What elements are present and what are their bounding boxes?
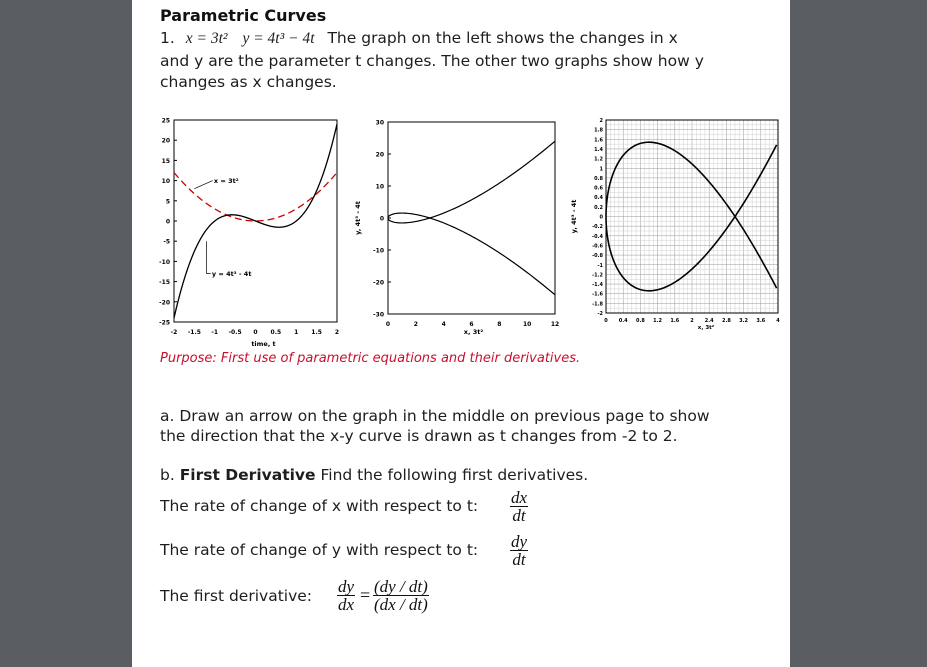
y-tick-label: -0.6: [592, 243, 603, 250]
y-tick-label: 0.2: [594, 204, 603, 211]
x-tick-label: 1.6: [670, 318, 680, 324]
ratio-denominator: (dx / dt): [374, 595, 428, 614]
y-tick-label: 0.6: [594, 185, 603, 192]
x-tick-label: 6: [469, 321, 474, 328]
y-tick-label: 0.8: [594, 175, 603, 182]
equals-sign: =: [360, 585, 371, 605]
y-tick-label: 0: [379, 215, 384, 223]
x-tick-label: -1.5: [187, 329, 201, 336]
annotation-x: x = 3t²: [213, 177, 239, 186]
y-tick-label: 0: [599, 214, 603, 221]
x-tick-label: 0.5: [270, 329, 282, 336]
intro-text-3: changes as x changes.: [160, 73, 337, 91]
y-tick-label: 1.4: [594, 146, 603, 153]
x-tick-label: 1.5: [311, 329, 322, 336]
y-axis-label: y, 4t³ - 4t: [354, 201, 362, 235]
rate-y-label: The rate of change of y with respect to t:: [160, 541, 479, 559]
dy-dx-numerator: dy: [338, 577, 355, 596]
y-tick-label: 15: [161, 157, 170, 165]
y-tick-label: -1.6: [592, 291, 603, 298]
y-tick-label: 30: [375, 119, 384, 127]
rate-x-label: The rate of change of x with respect to t:: [160, 497, 479, 515]
x-tick-label: 0: [604, 318, 608, 324]
x-tick-label: 12: [550, 321, 560, 328]
part-a-line-1: a. Draw an arrow on the graph in the middle on previous page to show: [160, 407, 710, 425]
x-tick-label: 3.2: [739, 318, 749, 324]
intro-line-1: [160, 28, 678, 49]
y-tick-label: 1: [599, 166, 603, 173]
x-tick-label: -1: [211, 329, 219, 336]
page-title: Parametric Curves: [160, 6, 327, 25]
x-axis-label: x, 3t²: [463, 328, 484, 336]
part-b-label: b.: [160, 466, 175, 484]
ratio-numerator: (dy / dt): [374, 577, 428, 596]
y-tick-label: -1.4: [592, 282, 603, 289]
ratio-fraction: [373, 578, 429, 614]
x-tick-label: 8: [497, 321, 502, 328]
x-tick-label: 3.6: [756, 318, 766, 324]
annotation-leader: [194, 181, 212, 189]
y-tick-label: -20: [373, 279, 384, 287]
y-tick-label: -10: [373, 247, 384, 255]
x-tick-label: -0.5: [228, 329, 242, 336]
y-tick-label: 1.8: [594, 127, 603, 134]
intro-text-2: and y are the parameter t changes. The other two graphs show how y: [160, 52, 704, 70]
y-tick-label: 20: [161, 137, 170, 145]
y-tick-label: -1.2: [592, 272, 603, 279]
dy-dx-denominator: dx: [338, 595, 355, 614]
x-tick-label: 0: [385, 321, 391, 328]
part-a-line-2: the direction that the x-y curve is drawn as t changes from -2 to 2.: [160, 427, 678, 445]
series-line-x: [174, 173, 337, 221]
plot-frame: [388, 122, 555, 314]
y-tick-label: 5: [165, 198, 170, 206]
y-tick-label: -0.8: [592, 253, 603, 260]
dy-denominator: dt: [512, 550, 526, 569]
part-b-heading: [160, 465, 588, 485]
dx-dt-fraction: [510, 489, 528, 525]
x-tick-label: 2: [413, 321, 418, 328]
part-b-heading-rest: Find the following first derivatives.: [315, 466, 589, 484]
y-tick-label: 10: [375, 183, 384, 191]
x-axis-label: x, 3t²: [697, 325, 715, 331]
purpose-text: Purpose: First use of parametric equations and their derivatives.: [160, 351, 581, 366]
dx-numerator: dx: [511, 488, 528, 507]
x-tick-label: 2: [334, 329, 340, 336]
x-tick-label: 10: [522, 321, 532, 328]
x-tick-label: 2.4: [704, 318, 714, 324]
y-axis-label: y, 4t³ - 4t: [570, 199, 578, 234]
y-tick-label: 25: [161, 117, 170, 125]
x-tick-label: 4: [441, 321, 446, 328]
y-tick-label: -15: [159, 279, 170, 287]
y-tick-label: 1.6: [594, 137, 603, 144]
dy-dx-fraction: [337, 578, 355, 614]
y-tick-label: 20: [375, 151, 384, 159]
y-tick-label: -25: [159, 319, 170, 327]
y-tick-label: -5: [163, 238, 170, 246]
y-tick-label: -20: [159, 299, 170, 307]
y-tick-label: -2: [597, 311, 603, 317]
intro-text-1: The graph on the left shows the changes in x: [327, 29, 678, 47]
y-tick-label: 1.2: [594, 156, 603, 163]
annotation-leader: [207, 241, 211, 273]
series-line-y: [174, 124, 337, 318]
x-tick-label: 2: [690, 318, 694, 324]
y-tick-label: -0.2: [592, 224, 603, 231]
first-derivative-label: The first derivative:: [160, 587, 313, 605]
y-equation: y = 4t³ − 4t: [242, 30, 315, 47]
chart-x-y-vs-t: [132, 110, 352, 355]
x-tick-label: 0.8: [635, 318, 645, 324]
y-tick-label: -1: [597, 262, 603, 269]
chart-y-vs-x-zoomed: [562, 110, 790, 355]
annotation-y: y = 4t³ - 4t: [211, 270, 252, 279]
part-b-heading-bold: First Derivative: [179, 466, 316, 484]
chart-y-vs-x: [347, 110, 567, 355]
x-tick-label: 1: [294, 329, 299, 336]
x-axis-label: time, t: [251, 340, 276, 348]
problem-number: 1.: [160, 29, 175, 47]
x-equation: x = 3t²: [185, 30, 228, 47]
x-tick-label: 2.8: [721, 318, 731, 324]
x-tick-label: 0.4: [618, 318, 628, 324]
y-tick-label: 0.4: [594, 195, 603, 202]
x-tick-label: 4: [776, 318, 780, 324]
worksheet-page: [132, 0, 790, 667]
dy-numerator: dy: [511, 532, 528, 551]
dx-denominator: dt: [512, 506, 526, 525]
x-tick-label: -2: [170, 329, 178, 336]
y-tick-label: -30: [373, 311, 384, 319]
dy-dt-fraction: [510, 533, 528, 569]
y-tick-label: -1.8: [592, 301, 603, 308]
x-tick-label: 1.2: [653, 318, 663, 324]
series-line-y-vs-x: [388, 141, 555, 295]
y-tick-label: -0.4: [592, 233, 603, 240]
y-tick-label: 10: [161, 178, 170, 186]
y-tick-label: 0: [165, 218, 170, 226]
x-tick-label: 0: [253, 329, 258, 336]
y-tick-label: 2: [599, 118, 603, 124]
y-tick-label: -10: [159, 258, 170, 266]
